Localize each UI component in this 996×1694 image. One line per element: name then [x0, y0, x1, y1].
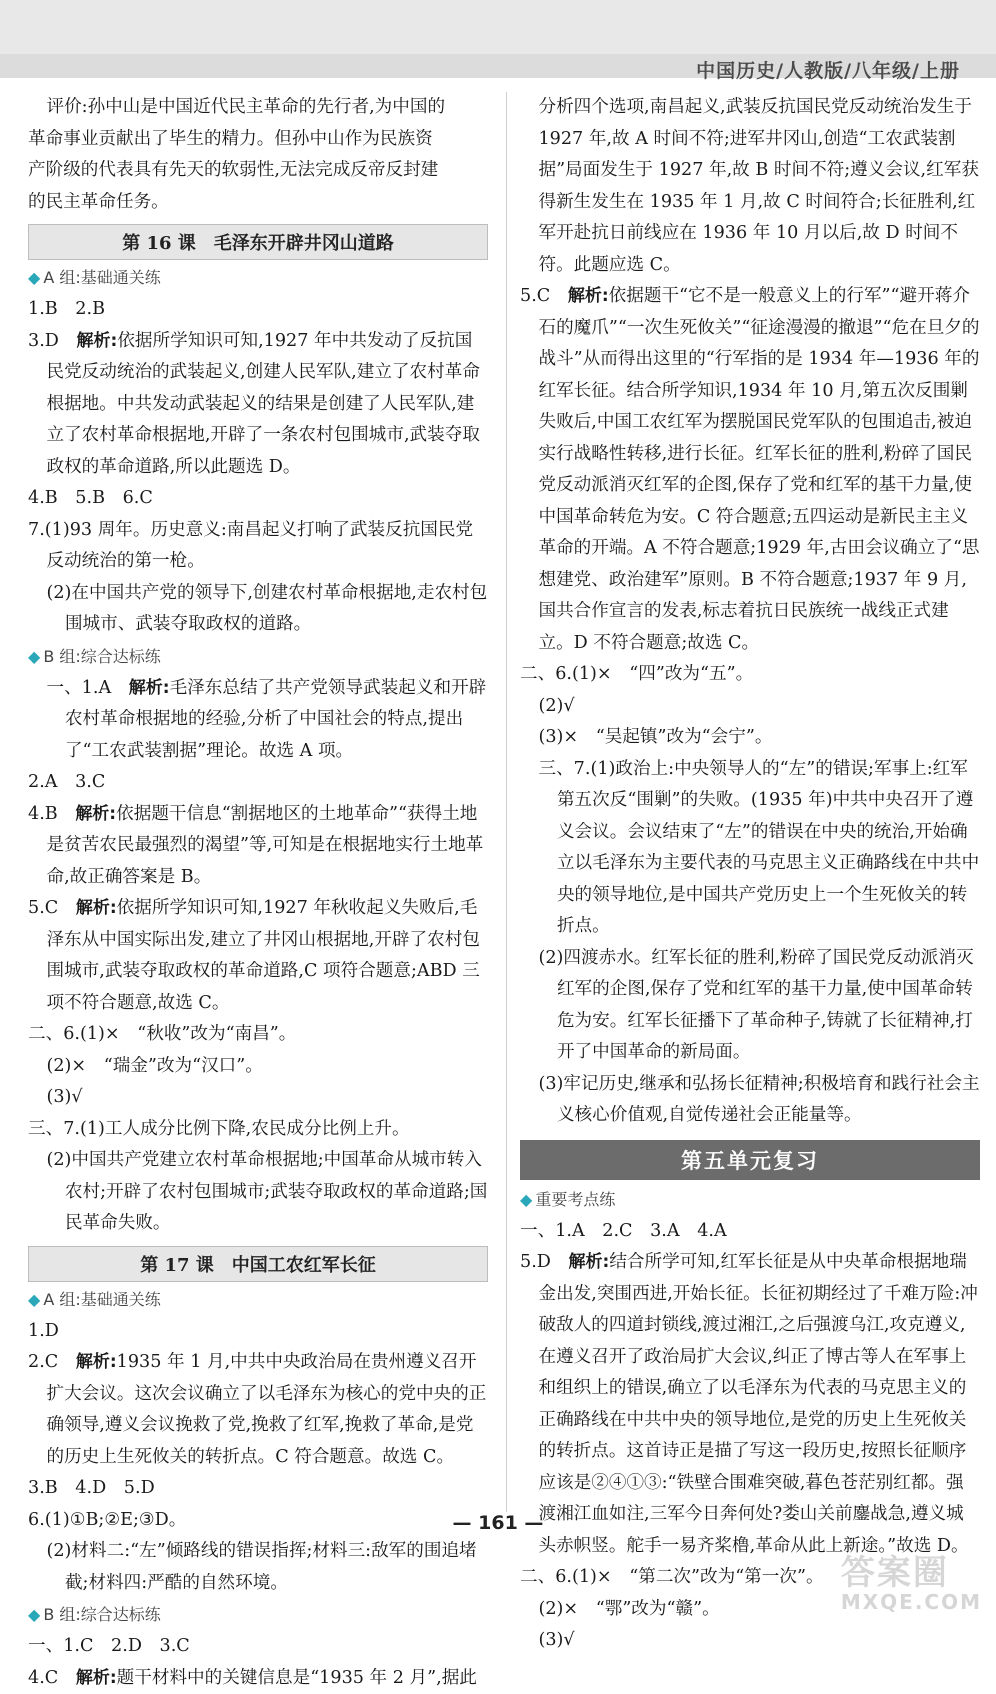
diamond-icon: ◆ — [28, 1605, 40, 1624]
answer-line: 二、6.(1)× “四”改为“五”。 — [520, 659, 980, 691]
answer-line: 一、1.A 2.C 3.A 4.A — [520, 1216, 980, 1248]
exercise-group-label — [28, 264, 488, 292]
answer-explanation — [28, 326, 488, 484]
answer-explanation — [28, 1347, 488, 1473]
answer-number: 2.C — [28, 1352, 76, 1372]
answer-number: 4.C — [28, 1668, 76, 1688]
analysis-text: 依据题干“它不是一般意义上的行军”“避开蒋介石的魔爪”“一次生死攸关”“征途漫漫的撤退”“危在旦夕的战斗”从而得出这里的“行军指的是 1934 年—1936 年的红军长征。结合所学知识,1934 年 10 月,第五次反围剿失败后,中国工农红军为摆脱国民党军队的包围追击,被迫实行战略性转移,进行长征。红军长征的胜利,粉碎了国民党反动派消灭红军的企图,保存了党和红军的基干力量,使中国革命转危为安。C 符合题意;五四运动是新民主主义革命的开端。A 不符合题意;1929 年,古田会议确立了“思想建党、政治建军”原则。B 不符合题意;1937 年 9 月,国共合作宣言的发表,标志着抗日民族统一战线正式建立。D 不符合题意;故选 C。 — [538, 286, 979, 653]
analysis-keyword: 解析: — [76, 1668, 117, 1688]
left-column — [28, 92, 488, 1694]
answer-line: (2)× “瑞金”改为“汉口”。 — [28, 1051, 488, 1083]
answer-line: (3)√ — [520, 1625, 980, 1657]
watermark-text-cn: 答案圈 — [841, 1545, 982, 1594]
answer-line: 三、7.(1)工人成分比例下降,农民成分比例上升。 — [28, 1114, 488, 1146]
analysis-keyword: 解析: — [76, 1352, 117, 1372]
answer-line: 3.B 4.D 5.D — [28, 1473, 488, 1505]
diamond-icon: ◆ — [28, 268, 40, 287]
answer-line: 1.B 2.B — [28, 294, 488, 326]
answer-number: 一、1.A — [46, 678, 128, 698]
analysis-text: 依据题干信息“割据地区的土地革命”“获得土地是贫苦农民最强烈的渴望”等,可知是在根据地实行土地革命,故正确答案是 B。 — [46, 804, 483, 887]
exercise-group-text: B 组:综合达标练 — [43, 1605, 160, 1624]
answer-line: 二、6.(1)× “秋收”改为“南昌”。 — [28, 1019, 488, 1051]
answer-number: 5.C — [28, 898, 76, 918]
analysis-text: 1935 年 1 月,中共中央政治局在贵州遵义召开扩大会议。这次会议确立了以毛泽东为核心的党中央的正确领导,遵义会议挽救了党,挽救了红军,挽救了革命,是党的历史上生死攸关的转折点。C 符合题意。故选 C。 — [46, 1352, 486, 1467]
lesson-title: 第 16 课 毛泽东开辟井冈山道路 — [28, 224, 488, 260]
answer-number: 5.D — [520, 1252, 569, 1272]
analysis-keyword: 解析: — [77, 331, 118, 351]
analysis-text: 毛泽东总结了共产党领导武装起义和开辟农村革命根据地的经验,分析了中国社会的特点,提出了“工农武装割据”理论。故选 A 项。 — [65, 678, 486, 761]
exercise-group-label — [28, 1601, 488, 1629]
answer-line: 1.D — [28, 1316, 488, 1348]
analysis-text: 依据所学知识可知,1927 年秋收起义失败后,毛泽东从中国实际出发,建立了井冈山根据地,开辟了农村包围城市,武装夺取政权的革命道路,C 项符合题意;ABD 三项不符合题意,故选 C。 — [46, 898, 479, 1013]
analysis-keyword: 解析: — [76, 898, 117, 918]
right-column — [520, 92, 980, 1657]
watermark-logo — [841, 1545, 982, 1614]
answer-line: 4.B 5.B 6.C — [28, 483, 488, 515]
book-header: 中国历史/人教版/八年级/上册 — [696, 56, 960, 83]
answer-line: 2.A 3.C — [28, 767, 488, 799]
answer-line: (2)× “鄂”改为“赣”。 — [520, 1594, 980, 1626]
analysis-keyword: 解析: — [75, 804, 116, 824]
exercise-group-text: A 组:基础通关练 — [43, 1290, 160, 1309]
answer-line: 6.(1)①B;②E;③D。 — [28, 1505, 488, 1537]
analysis-text: 依据所学知识可知,1927 年中共发动了反抗国民党反动统治的武装起义,创建人民军队,建立了农村革命根据地。中共发动武装起义的结果是创建了人民军队,建立了农村革命根据地,开辟了一条农村包围城市,武装夺取政权的革命道路,所以此题选 D。 — [46, 331, 479, 477]
column-divider — [506, 92, 507, 1512]
answer-line: (3)× “吴起镇”改为“会宁”。 — [520, 722, 980, 754]
answer-number: 5.C — [520, 286, 568, 306]
answer-line: (2)中国共产党建立农村革命根据地;中国革命从城市转入农村;开辟了农村包围城市;武装夺取政权的革命道路;国民革命失败。 — [28, 1145, 488, 1240]
answer-line: 的民主革命任务。 — [28, 187, 488, 219]
exercise-group-text: A 组:基础通关练 — [43, 268, 160, 287]
answer-explanation — [28, 673, 488, 768]
answer-line: 革命事业贡献出了毕生的精力。但孙中山作为民族资 — [28, 124, 488, 156]
answer-number: 4.B — [28, 804, 75, 824]
answer-line: (2)在中国共产党的领导下,创建农村革命根据地,走农村包围城市、武装夺取政权的道路。 — [28, 578, 488, 641]
answer-line: (3)√ — [28, 1082, 488, 1114]
analysis-keyword: 解析: — [568, 286, 609, 306]
answer-explanation — [28, 893, 488, 1019]
diamond-icon: ◆ — [28, 647, 40, 666]
diamond-icon: ◆ — [520, 1190, 532, 1209]
answer-line: 评价:孙中山是中国近代民主革命的先行者,为中国的 — [28, 92, 488, 124]
analysis-text: 题干材料中的关键信息是“1935 年 2 月”,据此 — [117, 1668, 477, 1688]
exercise-group-text: 重要考点练 — [535, 1190, 615, 1209]
answer-line: (2)材料二:“左”倾路线的错误指挥;材料三:敌军的围追堵截;材料四:严酷的自然环境。 — [28, 1536, 488, 1599]
analysis-text: 结合所学可知,红军长征是从中央革命根据地瑞金出发,突围西进,开始长征。长征初期经过了千难万险:冲破敌人的四道封锁线,渡过湘江,之后强渡乌江,攻克遵义,在遵义召开了政治局扩大会议,纠正了博古等人在军事上和组织上的错误,确立了以毛泽东为代表的马克思主义的正确路线在中共中央的领导地位,是党的历史上生死攸关的转折点。这首诗正是描了写这一段历史,按照长征顺序应该是②④①③:“铁壁合围难突破,暮色苍茫别红都。强渡湘江血如注,三军今日奔何处?娄山关前鏖战急,遵义城头赤帜竖。舵手一易齐桨橹,革命从此上新途。”故选 D。 — [538, 1252, 977, 1556]
answer-explanation — [28, 799, 488, 894]
analysis-keyword: 解析: — [569, 1252, 610, 1272]
answer-line: 一、1.C 2.D 3.C — [28, 1631, 488, 1663]
answer-line: (3)牢记历史,继承和弘扬长征精神;积极培育和践行社会主义核心价值观,自觉传递社会正能量等。 — [520, 1069, 980, 1132]
exercise-group-text: B 组:综合达标练 — [43, 647, 160, 666]
exercise-group-label — [520, 1186, 980, 1214]
answer-line: (2)四渡赤水。红军长征的胜利,粉碎了国民党反动派消灭红军的企图,保存了党和红军的基干力量,使中国革命转危为安。红军长征播下了革命种子,铸就了长征精神,打开了中国革命的新局面。 — [520, 943, 980, 1069]
answer-line: 三、7.(1)政治上:中央领导人的“左”的错误;军事上:红军第五次反“围剿”的失败。(1935 年)中共中央召开了遵义会议。会议结束了“左”的错误在中央的统治,开始确立以毛泽东为主要代表的马克思主义正确路线在中共中央的领导地位,是中国共产党历史上一个生死攸关的转折点。 — [520, 754, 980, 943]
answer-line: 分析四个选项,南昌起义,武装反抗国民党反动统治发生于 1927 年,故 A 时间不符;进军井冈山,创造“工农武装割据”局面发生于 1927 年,故 B 时间不符;遵义会议,红军获得新生发生在 1935 年 1 月,故 C 时间符合;长征胜利,红军开赴抗日前线应在 1936 年 10 月以后,故 D 时间不符。此题应选 C。 — [520, 92, 980, 281]
answer-explanation — [520, 281, 980, 659]
diamond-icon: ◆ — [28, 1290, 40, 1309]
unit-review-title: 第五单元复习 — [520, 1140, 980, 1180]
analysis-keyword: 解析: — [129, 678, 170, 698]
answer-line: 7.(1)93 周年。历史意义:南昌起义打响了武装反抗国民党反动统治的第一枪。 — [28, 515, 488, 578]
watermark-text-url: MXQE.COM — [841, 1590, 982, 1614]
lesson-title: 第 17 课 中国工农红军长征 — [28, 1246, 488, 1282]
page-number: — 161 — — [0, 1512, 996, 1534]
answer-number: 3.D — [28, 331, 77, 351]
answer-line: 产阶级的代表具有先天的软弱性,无法完成反帝反封建 — [28, 155, 488, 187]
answer-line: 二、6.(1)× “第二次”改为“第一次”。 — [520, 1562, 980, 1594]
answer-explanation — [28, 1663, 488, 1694]
exercise-group-label — [28, 643, 488, 671]
answer-line: (2)√ — [520, 691, 980, 723]
exercise-group-label — [28, 1286, 488, 1314]
